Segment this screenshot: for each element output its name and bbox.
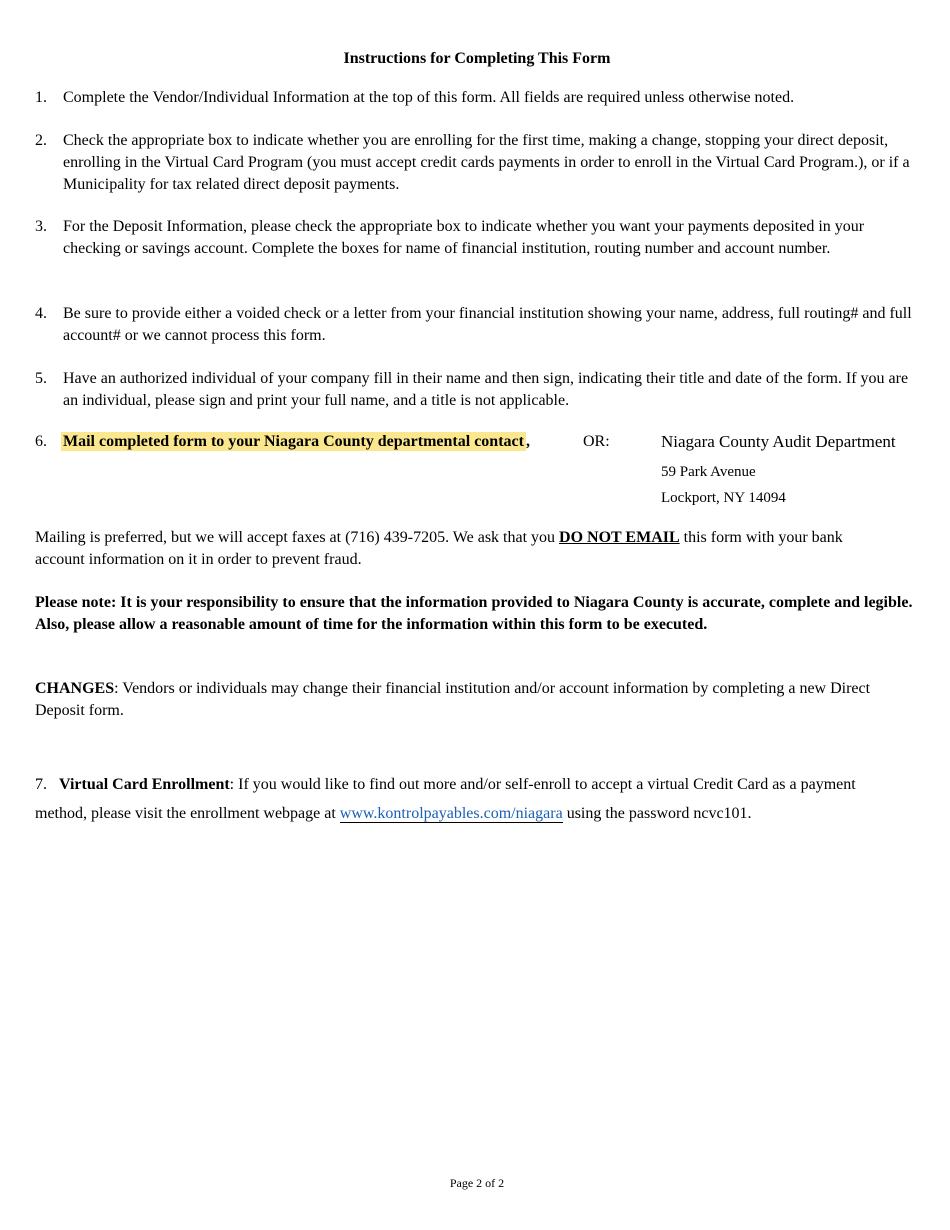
instruction-item-3 (35, 216, 895, 260)
address-line-3: Lockport, NY 14094 (661, 490, 786, 506)
comma: , (525, 433, 530, 450)
item-number: 1. (35, 89, 47, 106)
instruction-item-7 (35, 770, 905, 828)
virtual-card-label: Virtual Card Enrollment (59, 776, 230, 793)
item-number: 5. (35, 370, 47, 387)
enrollment-link[interactable]: www.kontrolpayables.com/niagara (339, 805, 563, 822)
item-number: 6. (35, 433, 47, 450)
item-text: Have an authorized individual of your company fill in their name and then sign, indicating their title and date of the form. If you are an individual, please sign and print your full name, and a title is not applicable. (63, 370, 909, 409)
changes-paragraph (35, 678, 905, 722)
instruction-item-2 (35, 130, 915, 196)
mail-instruction-highlight: Mail completed form to your Niagara County departmental contact (63, 433, 524, 450)
item-text: Be sure to provide either a voided check or a letter from your financial institution showing your name, address, full routing# and full account# or we cannot process this form. (63, 305, 912, 344)
address-line-2: 59 Park Avenue (661, 464, 756, 480)
changes-label: CHANGES (35, 680, 115, 697)
mailing-text-before: Mailing is preferred, but we will accept faxes at (716) 439-7205. We ask that you (35, 529, 560, 546)
mailing-text-after: this form with your bank account information on it in order to prevent fraud. (35, 529, 843, 568)
instruction-item-1 (35, 87, 915, 109)
or-label: OR: (583, 433, 610, 450)
virtual-card-text-after: using the password ncvc101. (562, 805, 752, 822)
do-not-email-emphasis: DO NOT EMAIL (559, 529, 680, 546)
instruction-item-6 (35, 431, 635, 453)
item-number: 2. (35, 132, 47, 149)
item-text: Complete the Vendor/Individual Information at the top of this form. All fields are required unless otherwise noted. (63, 89, 795, 106)
changes-text: : Vendors or individuals may change their financial institution and/or account information by completing a new Direct Deposit form. (35, 680, 871, 719)
item-number: 3. (35, 218, 47, 235)
page-number: Page 2 of 2 (449, 1176, 505, 1190)
instruction-item-5 (35, 368, 920, 412)
item-text: For the Deposit Information, please check the appropriate box to indicate whether you want your payments deposited in your checking or savings account. Complete the boxes for name of financial institution, routing number and account number. (63, 218, 865, 257)
instruction-item-4 (35, 303, 920, 347)
mailing-paragraph (35, 527, 845, 571)
item-number: 4. (35, 305, 47, 322)
address-line-1: Niagara County Audit Department (661, 432, 896, 451)
please-note-paragraph: Please note: It is your responsibility to ensure that the information provided to Niagara County is accurate, complete and legible. Also, please allow a reasonable amount of time for the information within this form to be executed. (35, 594, 913, 633)
page-title: Instructions for Completing This Form (343, 50, 611, 67)
item-number: 7. (35, 776, 47, 793)
virtual-card-text-before: : If you would like to find out more and/or self-enroll to accept a virtual Credit Card as a payment method, please visit the enrollment webpage at (35, 776, 856, 822)
item-text: Check the appropriate box to indicate whether you are enrolling for the first time, making a change, stopping your direct deposit, enrolling in the Virtual Card Program (you must accept credit cards payments in order to enroll in the Virtual Card Program.), or if a Municipality for tax related direct deposit payments. (63, 132, 910, 193)
